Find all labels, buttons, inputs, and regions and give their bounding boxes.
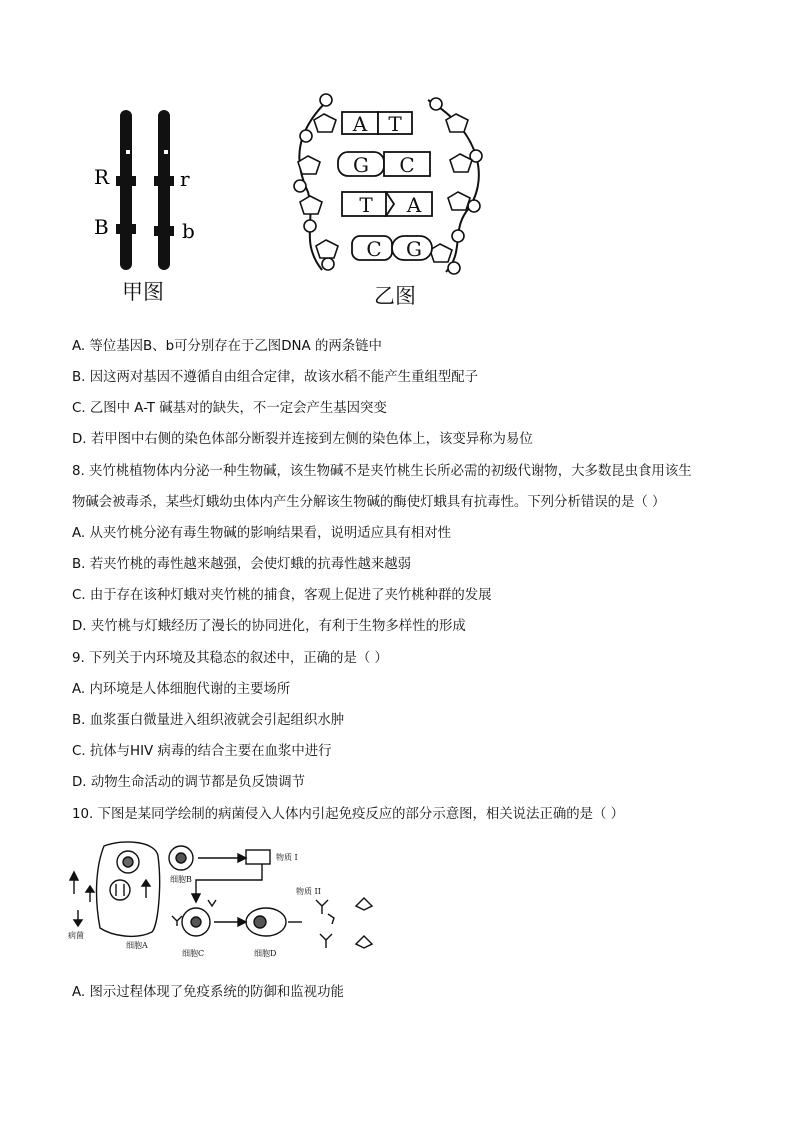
q8-option-d: D. 夹竹桃与灯蛾经历了漫长的协同进化，有利于生物多样性的形成: [72, 619, 466, 634]
q7-option-a: A. 等位基因B、b可分别存在于乙图DNA 的两条链中: [72, 339, 382, 354]
q7-option-d: D. 若甲图中右侧的染色体部分断裂并连接到左侧的染色体上，该变异称为易位: [72, 432, 533, 447]
chromosome-figure: [88, 104, 218, 274]
dna-figure: [286, 92, 494, 282]
label-cell-c: 细胞C: [182, 949, 205, 958]
q7-option-c: C. 乙图中 A-T 碱基对的缺失，不一定会产生基因突变: [72, 401, 387, 416]
base-pair-3-left: T: [359, 193, 373, 217]
base-pair-4-left: C: [366, 237, 382, 261]
label-r: r: [180, 167, 190, 191]
q9-option-a: A. 内环境是人体细胞代谢的主要场所: [72, 682, 291, 697]
label-substance-2: 物质 II: [296, 887, 321, 896]
cell-a-outline: [97, 842, 160, 936]
right-chromosome: [158, 110, 170, 270]
q9-option-b: B. 血浆蛋白微量进入组织液就会引起组织水肿: [72, 713, 345, 728]
label-cell-b: 细胞B: [170, 875, 192, 884]
base-pair-1-right: T: [388, 112, 402, 136]
q8-option-c: C. 由于存在该种灯蛾对夹竹桃的捕食，客观上促进了夹竹桃种群的发展: [72, 588, 492, 603]
base-pair-3-right: A: [406, 193, 422, 217]
locus-r-marker: [154, 176, 174, 186]
caption-yi: 乙图: [374, 284, 416, 308]
label-b: b: [182, 219, 195, 243]
q8-option-a: A. 从夹竹桃分泌有毒生物碱的影响结果看，说明适应具有相对性: [72, 526, 451, 541]
base-pair-4-right: G: [406, 237, 422, 261]
base-pair-2-left: G: [353, 153, 369, 177]
label-substance-1: 物质 I: [276, 853, 298, 862]
q9-option-d: D. 动物生命活动的调节都是负反馈调节: [72, 775, 306, 790]
immune-response-figure: [66, 836, 386, 968]
label-B: B: [94, 215, 109, 239]
q8-stem-line2: 物碱会被毒杀，某些灯蛾幼虫体内产生分解该生物碱的酶使灯蛾具有抗毒性。下列分析错误的是（ ）: [72, 495, 666, 510]
locus-R-marker: [116, 176, 136, 186]
q10-option-a: A. 图示过程体现了免疫系统的防御和监视功能: [72, 985, 344, 1000]
q9-option-c: C. 抗体与HIV 病毒的结合主要在血浆中进行: [72, 744, 332, 759]
q10-stem: 10. 下图是某同学绘制的病菌侵入人体内引起免疫反应的部分示意图，相关说法正确的是（ ）: [72, 807, 625, 822]
base-pair-2-right: C: [399, 153, 415, 177]
q8-option-b: B. 若夹竹桃的毒性越来越强，会使灯蛾的抗毒性越来越弱: [72, 557, 412, 572]
label-R: R: [94, 165, 110, 189]
locus-b-marker: [154, 226, 174, 236]
left-chromosome: [120, 110, 132, 270]
q8-stem-line1: 8. 夹竹桃植物体内分泌一种生物碱，该生物碱不是夹竹桃生长所必需的初级代谢物，大多数昆虫食用该生: [72, 464, 692, 479]
label-germ: 病菌: [68, 931, 84, 940]
base-pair-1-left: A: [352, 112, 368, 136]
caption-jia: 甲图: [122, 280, 164, 304]
label-cell-d: 细胞D: [254, 949, 277, 958]
locus-B-marker: [116, 224, 136, 234]
label-cell-a: 细胞A: [126, 941, 148, 950]
q7-option-b: B. 因这两对基因不遵循自由组合定律，故该水稻不能产生重组型配子: [72, 370, 479, 385]
q9-stem: 9. 下列关于内环境及其稳态的叙述中，正确的是（ ）: [72, 651, 388, 666]
